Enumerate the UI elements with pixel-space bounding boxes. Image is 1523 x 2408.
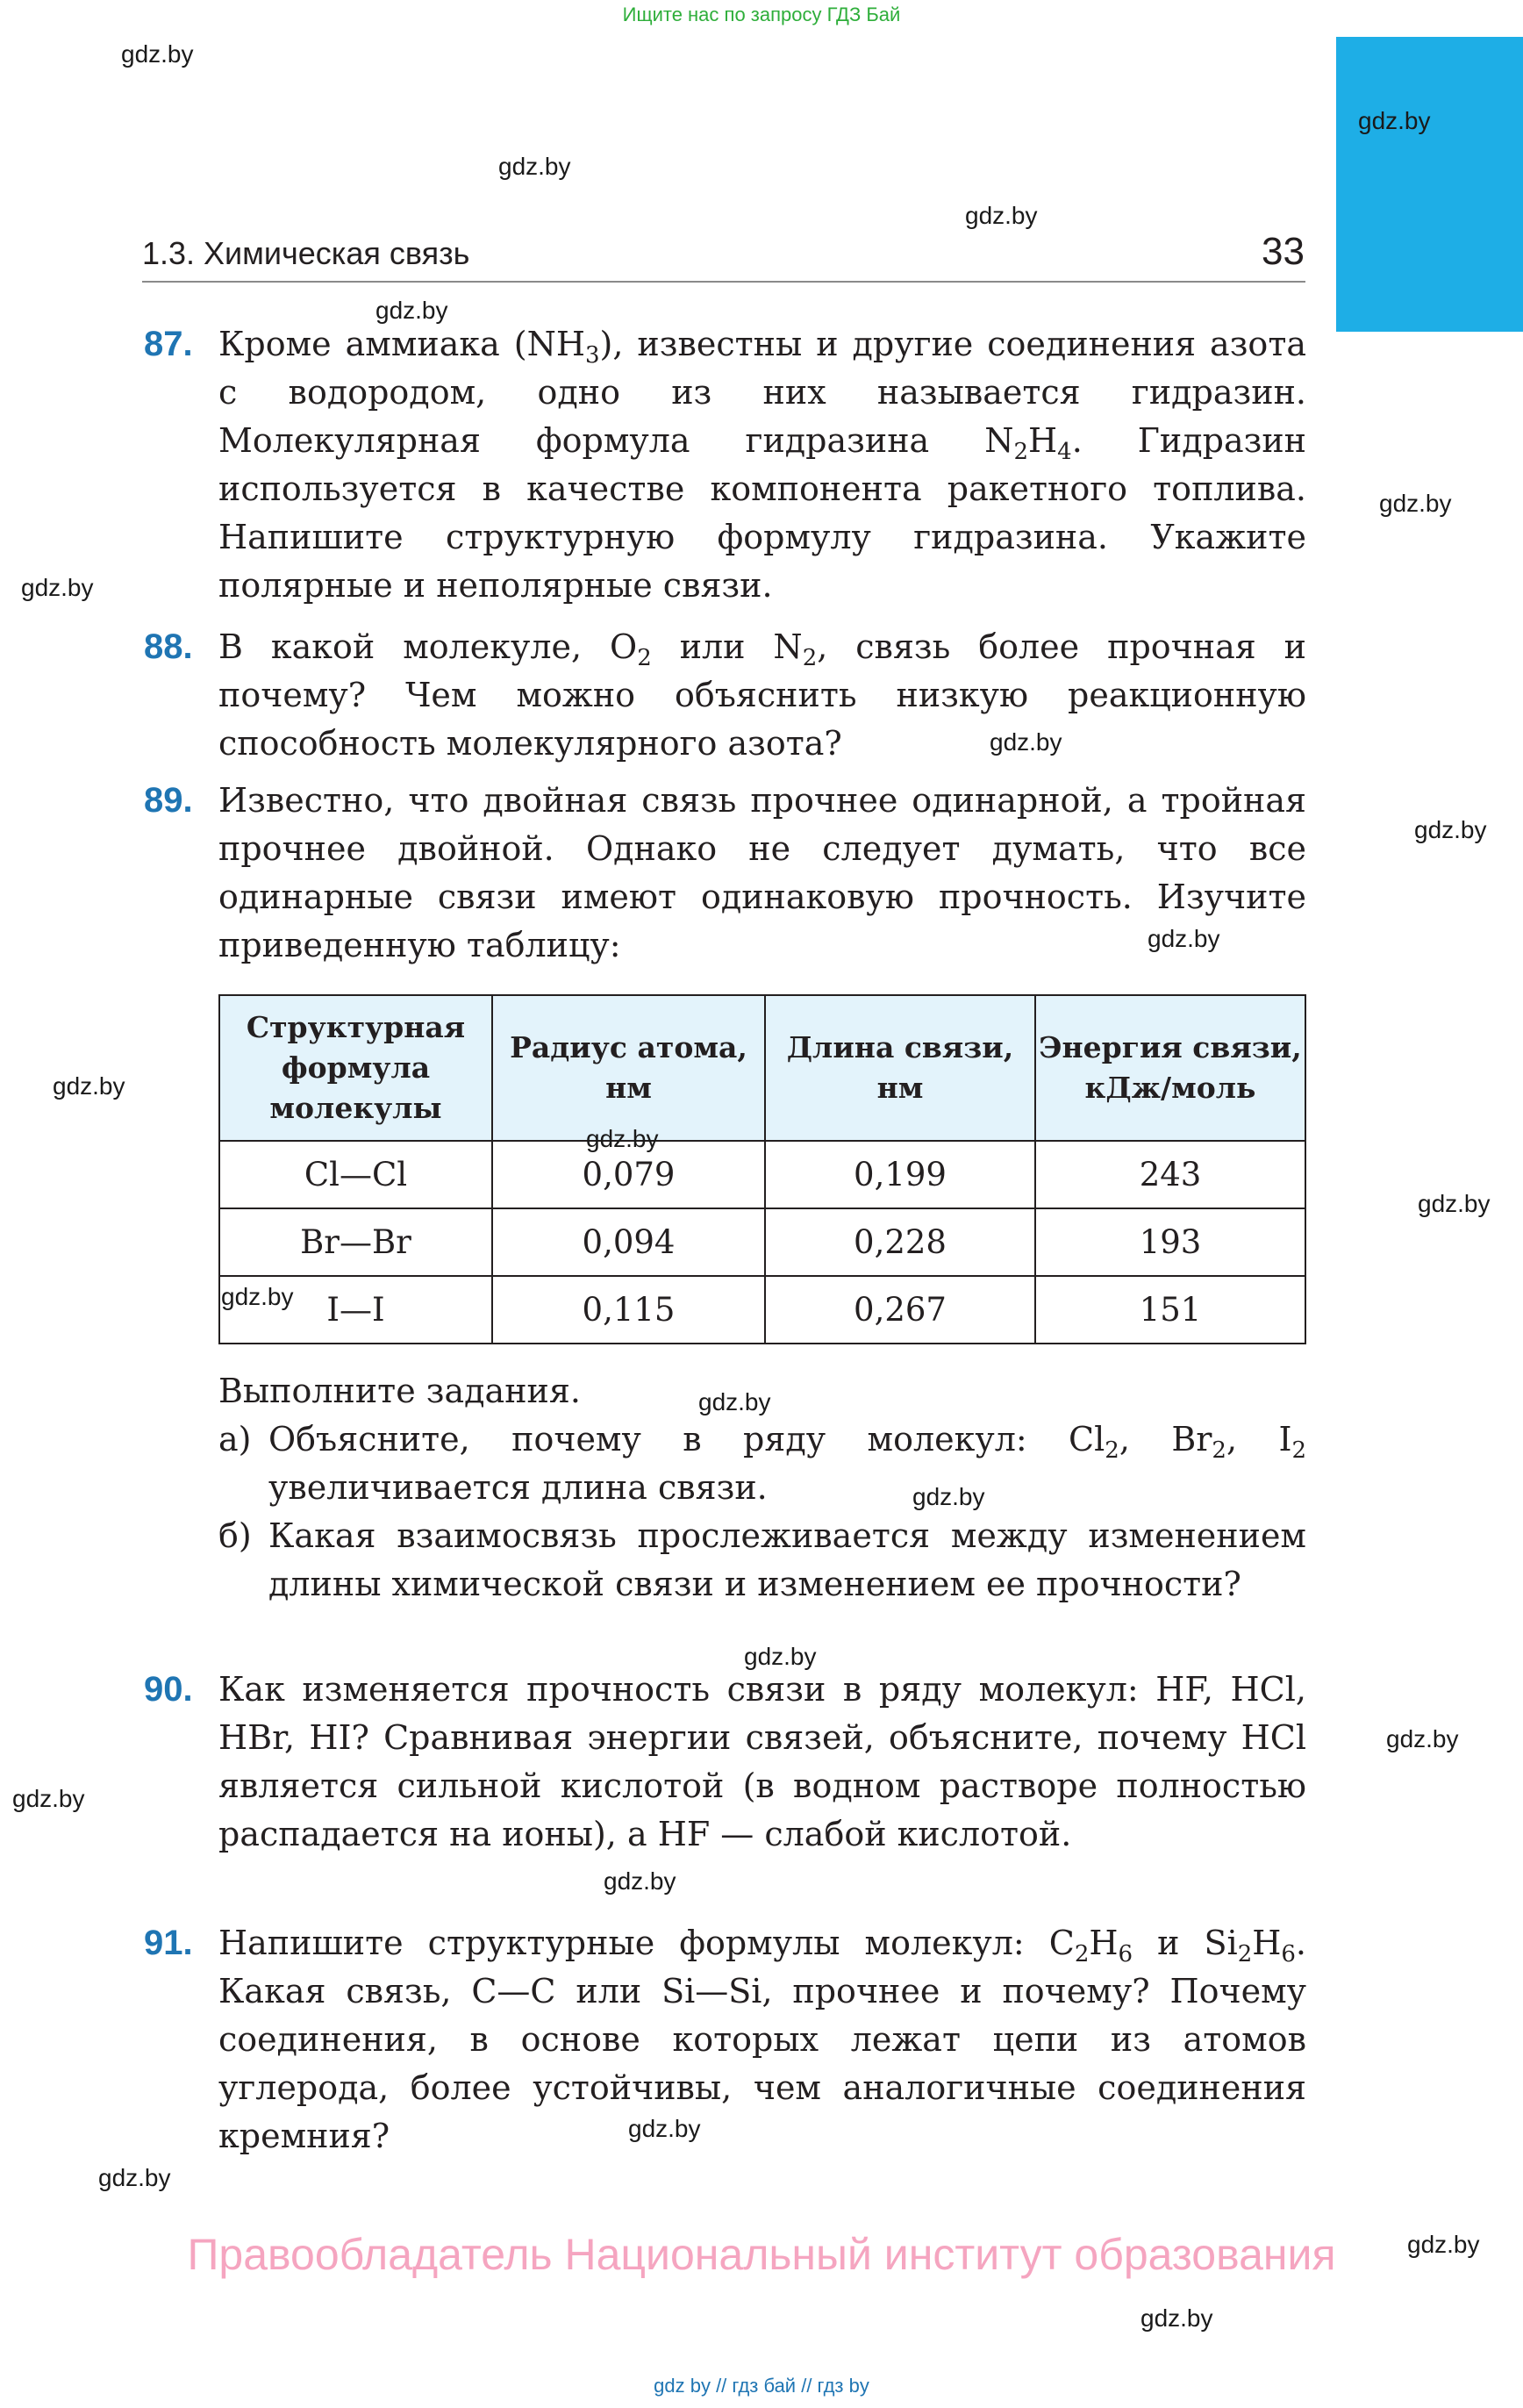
bond-table [218, 994, 1306, 1344]
watermark: gdz.by [53, 1072, 125, 1100]
subtask-marker: б) [218, 1516, 252, 1555]
column-header: Энергия связи, кДж/моль [1035, 995, 1305, 1141]
subtask-a [218, 1415, 1306, 1512]
subtask-marker: а) [218, 1420, 252, 1458]
table-cell: 0,267 [765, 1276, 1035, 1344]
header-rule [142, 281, 1305, 283]
watermark: gdz.by [965, 202, 1038, 229]
watermark: gdz.by [98, 2164, 171, 2191]
watermark: gdz.by [221, 1283, 294, 1310]
table-cell: 0,079 [492, 1141, 765, 1208]
column-header: Радиус атома, нм [492, 995, 765, 1141]
watermark: gdz.by [1379, 490, 1452, 517]
task-number: 91. [144, 1924, 193, 1962]
watermark: gdz.by [1148, 925, 1220, 952]
task-number: 90. [144, 1670, 193, 1709]
column-header: Длина связи, нм [765, 995, 1035, 1141]
table-row [219, 1141, 1305, 1208]
task-text: Как изменяется прочность связи в ряду молекул: HF, HCl, HBr, HI? Сравнивая энергии связей, объясните, почему HCl является сильной кислотой (в водном растворе полностью распадается на ионы), а HF — слабой кислотой. [218, 1670, 1306, 1853]
task-90 [144, 1666, 1306, 1859]
watermark: gdz.by [1414, 816, 1487, 843]
subtask-b [218, 1512, 1306, 1609]
table-cell: Cl—Cl [219, 1141, 492, 1208]
watermark: gdz.by [1407, 2231, 1480, 2258]
section-title: 1.3. Химическая связь [142, 235, 470, 271]
watermark: gdz.by [1386, 1725, 1459, 1752]
table-cell: 0,094 [492, 1208, 765, 1276]
task-91 [144, 1919, 1306, 2161]
watermark: gdz.by [1418, 1190, 1491, 1217]
subtask-text: Какая взаимосвязь прослеживается между изменением длины химической связи и изменением ее прочности? [268, 1516, 1306, 1603]
page-number: 33 [1262, 230, 1305, 273]
watermark: gdz.by [121, 40, 194, 68]
task-number: 88. [144, 627, 193, 666]
table-cell: 243 [1035, 1141, 1305, 1208]
task-number: 89. [144, 781, 193, 820]
task-88 [144, 623, 1306, 768]
watermark: gdz.by [698, 1388, 771, 1415]
task-text: Известно, что двойная связь прочнее одинарной, а тройная прочнее двойной. Однако не следует думать, что все одинарные связи имеют одинаковую прочность. Изучите приведенную таблицу: [218, 781, 1306, 964]
table-cell: I—I [219, 1276, 492, 1344]
watermark: gdz.by [744, 1643, 817, 1670]
table-cell: 151 [1035, 1276, 1305, 1344]
top-search-note: Ищите нас по запросу ГДЗ Бай [622, 4, 901, 25]
table-cell: 0,115 [492, 1276, 765, 1344]
table-cell: 0,199 [765, 1141, 1035, 1208]
instructions-text: Выполните задания. [218, 1372, 581, 1410]
table-cell: 193 [1035, 1208, 1305, 1276]
watermark: gdz.by [1140, 2304, 1213, 2332]
watermark: gdz.by [912, 1483, 985, 1510]
task-87 [144, 320, 1306, 610]
subtask-text: Объясните, почему в ряду молекул: $Cl_2$, $Br_2$, $I_2$ увеличивается длина связи. [268, 1420, 1307, 1507]
watermark: gdz.by [990, 728, 1062, 756]
column-header: Структурная формула молекулы [219, 995, 492, 1141]
watermark: gdz.by [21, 574, 94, 601]
table-header-row [219, 995, 1305, 1141]
table-row [219, 1276, 1305, 1344]
watermark: gdz.by [604, 1867, 676, 1895]
page-corner-tab [1336, 37, 1523, 332]
watermark: gdz.by [1358, 107, 1431, 134]
task-text: Напишите структурные формулы молекул: $C_2H_6$ и $Si_2H_6$. Какая связь, C—C или Si—Si, прочнее и почему? Почему соединения, в основе которых лежат цепи из атомов углерода, более устойчивы, чем аналогичные соединения кремния? [218, 1924, 1307, 2155]
watermark: gdz.by [628, 2115, 701, 2142]
table-row [219, 1208, 1305, 1276]
table-cell: 0,228 [765, 1208, 1035, 1276]
watermark: gdz.by [375, 297, 448, 324]
watermark: gdz.by [498, 153, 571, 180]
task-89 [144, 777, 1306, 970]
task-text: В какой молекуле, $O_2$ или $N_2$, связь более прочная и почему? Чем можно объяснить низкую реакционную способность молекулярного азота? [218, 627, 1306, 763]
task-text: Кроме аммиака $(NH_3)$, известны и другие соединения азота с водородом, одно из них называется гидразин. Молекулярная формула гидразина $N_2H_4$. Гидразин используется в качестве компонента ракетного топлива. Напишите структурную формулу гидразина. Укажите полярные и неполярные связи. [218, 325, 1307, 605]
copyright-notice: Правообладатель Национальный институт образования [187, 2230, 1336, 2279]
watermark: gdz.by [12, 1785, 85, 1812]
bottom-links: gdz by // гдз бай // гдз by [654, 2375, 869, 2397]
task-number: 87. [144, 325, 193, 363]
table-cell: Br—Br [219, 1208, 492, 1276]
watermark: gdz.by [586, 1125, 659, 1152]
